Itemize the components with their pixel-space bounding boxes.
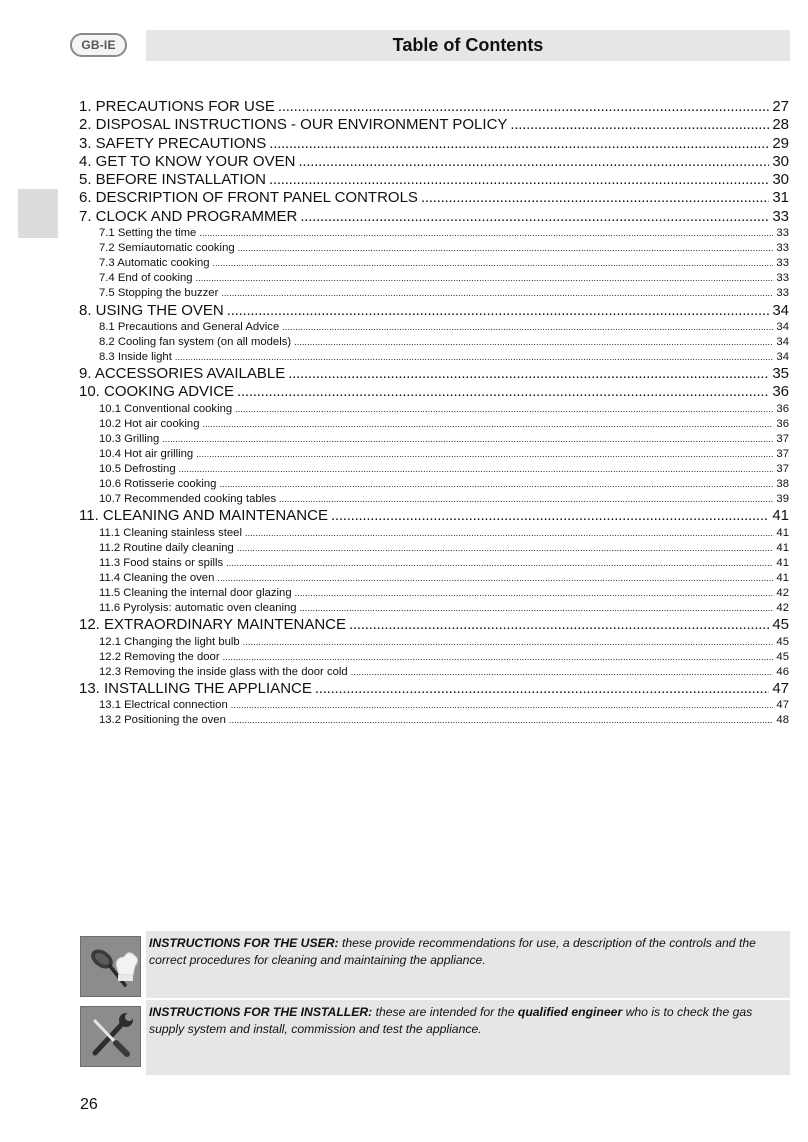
toc-entry-page: 47 — [776, 699, 789, 712]
toc-entry-label: 4. GET TO KNOW YOUR OVEN — [79, 152, 296, 170]
toc-entry-page: 31 — [772, 189, 789, 207]
toc-entry-page: 38 — [776, 478, 789, 491]
toc-entry-label: 5. BEFORE INSTALLATION — [79, 171, 266, 189]
toc-entry-page: 41 — [776, 571, 789, 584]
toc-subsection-row[interactable] — [79, 698, 789, 713]
toc-dot-leader — [243, 635, 774, 650]
toc-entry-label: 8. USING THE OVEN — [79, 301, 224, 319]
toc-dot-leader — [237, 383, 769, 401]
toc-entry-page: 41 — [776, 556, 789, 569]
toc-entry-page: 47 — [772, 679, 789, 697]
toc-entry-page: 33 — [776, 227, 789, 240]
toc-entry-label: 7.3 Automatic cooking — [99, 257, 210, 270]
toc-entry-page: 36 — [772, 383, 789, 401]
toc-subsection-row[interactable] — [79, 417, 789, 432]
toc-entry-page: 30 — [772, 152, 789, 170]
toc-entry-label: 10.7 Recommended cooking tables — [99, 493, 277, 506]
toc-entry-page: 34 — [776, 351, 789, 364]
toc-entry-page: 45 — [772, 616, 789, 634]
toc-entry-page: 48 — [776, 714, 789, 727]
toc-entry-page: 28 — [772, 116, 789, 134]
toc-entry-page: 37 — [776, 463, 789, 476]
toc-section-row[interactable] — [79, 171, 789, 189]
toc-dot-leader — [175, 350, 774, 365]
toc-entry-page: 41 — [776, 526, 789, 539]
toc-subsection-row[interactable] — [79, 241, 789, 256]
toc-subsection-row[interactable] — [79, 665, 789, 680]
page-title-bar — [146, 30, 790, 61]
toc-subsection-row[interactable] — [79, 556, 789, 571]
toc-dot-leader — [510, 116, 769, 134]
toc-section-row[interactable] — [79, 116, 789, 134]
toc-entry-page: 34 — [776, 335, 789, 348]
toc-entry-page: 45 — [776, 635, 789, 648]
toc-section-row[interactable] — [79, 135, 789, 153]
toc-dot-leader — [179, 462, 774, 477]
toc-subsection-row[interactable] — [79, 492, 789, 507]
toc-entry-label: 12.3 Removing the inside glass with the door cold — [99, 665, 348, 678]
toc-entry-label: 9. ACCESSORIES AVAILABLE — [79, 365, 286, 383]
toc-dot-leader — [202, 417, 773, 432]
toc-dot-leader — [351, 665, 774, 680]
toc-entry-label: 11.1 Cleaning stainless steel — [99, 526, 242, 539]
toc-section-row[interactable] — [79, 383, 789, 401]
toc-entry-label: 7. CLOCK AND PROGRAMMER — [79, 207, 298, 225]
toc-entry-page: 34 — [776, 320, 789, 333]
toc-entry-label: 10.5 Defrosting — [99, 463, 176, 476]
page-title: Table of Contents — [392, 35, 544, 55]
toc-entry-label: 7.2 Semiautomatic cooking — [99, 242, 235, 255]
toc-entry-label: 3. SAFETY PRECAUTIONS — [79, 134, 267, 152]
toc-dot-leader — [421, 189, 769, 207]
toc-entry-label: 11.3 Food stains or spills — [99, 556, 224, 569]
toc-entry-label: 10.4 Hot air grilling — [99, 448, 194, 460]
toc-entry-label: 10.1 Conventional cooking — [99, 402, 233, 415]
toc-dot-leader — [196, 447, 773, 462]
toc-dot-leader — [300, 208, 769, 226]
toc-entry-label: 6. DESCRIPTION OF FRONT PANEL CONTROLS — [79, 189, 418, 207]
toc-entry-label: 10.2 Hot air cooking — [99, 417, 200, 430]
toc-section-row[interactable] — [79, 208, 789, 226]
toc-entry-page: 37 — [776, 432, 789, 445]
toc-subsection-row[interactable] — [79, 650, 789, 665]
toc-subsection-row[interactable] — [79, 402, 789, 417]
toc-entry-label: 11. CLEANING AND MAINTENANCE — [79, 507, 328, 525]
toc-subsection-row[interactable] — [79, 226, 789, 241]
toc-entry-label: 12. EXTRAORDINARY MAINTENANCE — [79, 616, 347, 634]
toc-dot-leader — [269, 171, 769, 189]
toc-section-row[interactable] — [79, 680, 789, 698]
toc-subsection-row[interactable] — [79, 286, 789, 301]
toc-subsection-row[interactable] — [79, 462, 789, 477]
toc-entry-page: 46 — [776, 665, 789, 678]
toc-entry-label: 11.6 Pyrolysis: automatic oven cleaning — [99, 602, 297, 615]
toc-subsection-row[interactable] — [79, 432, 789, 447]
note-installer-text-after: who is to check the gas supply system and install, commission and test the appliance. — [149, 1005, 753, 1036]
toc-section-row[interactable] — [79, 616, 789, 634]
toc-entry-page: 34 — [772, 301, 789, 319]
toc-entry-page: 39 — [776, 493, 789, 506]
toc-entry-page: 45 — [776, 650, 789, 663]
toc-dot-leader — [196, 271, 774, 286]
spoon-chef-hat-icon — [80, 936, 141, 997]
toc-entry-page: 37 — [776, 448, 789, 460]
toc-entry-label: 8.3 Inside light — [99, 351, 172, 364]
toc-dot-leader — [282, 320, 773, 335]
toc-dot-leader — [269, 135, 769, 153]
toc-entry-page: 27 — [772, 98, 789, 115]
toc-entry-label: 8.2 Cooling fan system (on all models) — [99, 335, 292, 348]
side-tab-marker — [18, 189, 58, 238]
toc-dot-leader — [221, 286, 773, 301]
toc-subsection-row[interactable] — [79, 571, 789, 586]
toc-entry-label: 11.2 Routine daily cleaning — [99, 541, 234, 554]
note-user-heading: INSTRUCTIONS FOR THE USER: — [149, 936, 339, 950]
toc-entry-label: 10.6 Rotisserie cooking — [99, 478, 217, 491]
toc-entry-page: 33 — [776, 257, 789, 270]
toc-dot-leader — [294, 335, 773, 350]
toc-entry-page: 41 — [776, 541, 789, 554]
toc-entry-label: 11.5 Cleaning the internal door glazing — [99, 587, 292, 600]
toc-subsection-row[interactable] — [79, 271, 789, 286]
note-installer-emphasis: qualified engineer — [517, 1005, 623, 1019]
toc-section-row[interactable] — [79, 507, 789, 525]
toc-subsection-row[interactable] — [79, 350, 789, 365]
toc-dot-leader — [295, 586, 774, 601]
toc-subsection-row[interactable] — [79, 477, 789, 492]
wrench-screwdriver-icon — [80, 1006, 141, 1067]
toc-entry-page: 42 — [776, 602, 789, 615]
toc-entry-page: 33 — [776, 272, 789, 285]
table-of-contents — [79, 98, 789, 728]
toc-entry-label: 10.3 Grilling — [99, 432, 160, 445]
toc-entry-page: 29 — [772, 134, 789, 152]
toc-dot-leader — [331, 507, 769, 525]
toc-dot-leader — [213, 256, 774, 271]
toc-entry-label: 7.4 End of cooking — [99, 272, 193, 285]
toc-entry-page: 33 — [772, 207, 789, 225]
toc-dot-leader — [315, 680, 769, 698]
toc-section-row[interactable] — [79, 189, 789, 207]
toc-subsection-row[interactable] — [79, 586, 789, 601]
toc-dot-leader — [199, 226, 773, 241]
toc-dot-leader — [219, 477, 773, 492]
toc-subsection-row[interactable] — [79, 635, 789, 650]
toc-subsection-row[interactable] — [79, 541, 789, 556]
toc-dot-leader — [226, 556, 773, 571]
toc-entry-page: 36 — [776, 417, 789, 430]
toc-subsection-row[interactable] — [79, 601, 789, 616]
toc-dot-leader — [298, 153, 769, 171]
toc-dot-leader — [238, 241, 774, 256]
toc-entry-label: 12.2 Removing the door — [99, 650, 220, 663]
toc-dot-leader — [237, 541, 774, 556]
toc-entry-page: 33 — [776, 287, 789, 300]
toc-section-row[interactable] — [79, 98, 789, 116]
toc-dot-leader — [278, 98, 769, 116]
toc-dot-leader — [223, 650, 774, 665]
toc-dot-leader — [349, 616, 769, 634]
toc-entry-page: 35 — [772, 365, 789, 383]
toc-entry-page: 41 — [772, 507, 789, 525]
toc-entry-label: 11.4 Cleaning the oven — [99, 571, 215, 584]
toc-entry-page: 30 — [772, 171, 789, 189]
toc-entry-label: 13.2 Positioning the oven — [99, 714, 226, 727]
toc-dot-leader — [245, 526, 773, 541]
note-installer-instructions — [146, 1000, 790, 1075]
toc-entry-label: 10. COOKING ADVICE — [79, 383, 235, 401]
toc-entry-page: 36 — [776, 402, 789, 415]
toc-entry-label: 13. INSTALLING THE APPLIANCE — [79, 679, 312, 697]
toc-dot-leader — [227, 302, 770, 320]
toc-entry-label: 13.1 Electrical connection — [99, 699, 228, 712]
toc-entry-page: 42 — [776, 587, 789, 600]
page-number: 26 — [80, 1096, 98, 1113]
note-installer-heading: INSTRUCTIONS FOR THE INSTALLER: — [149, 1005, 373, 1019]
note-user-instructions — [146, 931, 790, 998]
toc-subsection-row[interactable] — [79, 320, 789, 335]
toc-dot-leader — [229, 713, 774, 728]
toc-dot-leader — [288, 365, 769, 383]
toc-dot-leader — [279, 492, 773, 507]
toc-dot-leader — [300, 601, 774, 616]
toc-dot-leader — [162, 432, 773, 447]
toc-subsection-row[interactable] — [79, 256, 789, 271]
toc-subsection-row[interactable] — [79, 447, 789, 462]
toc-entry-page: 33 — [776, 242, 789, 255]
region-badge: GB-IE — [70, 33, 127, 57]
toc-section-row[interactable] — [79, 365, 789, 383]
note-user-text: these provide recommendations for use, a description of the controls and the correct procedures for cleaning and maintaining the appliance. — [149, 936, 756, 967]
toc-subsection-row[interactable] — [79, 713, 789, 728]
toc-dot-leader — [217, 571, 773, 586]
toc-dot-leader — [231, 698, 774, 713]
note-installer-text-before: these are intended for the — [372, 1005, 518, 1019]
toc-entry-label: 8.1 Precautions and General Advice — [99, 320, 280, 333]
toc-subsection-row[interactable] — [79, 335, 789, 350]
toc-section-row[interactable] — [79, 302, 789, 320]
toc-entry-label: 7.5 Stopping the buzzer — [99, 287, 219, 300]
toc-subsection-row[interactable] — [79, 526, 789, 541]
toc-entry-label: 7.1 Setting the time — [99, 227, 197, 240]
toc-entry-label: 12.1 Changing the light bulb — [99, 635, 240, 648]
toc-section-row[interactable] — [79, 153, 789, 171]
toc-entry-label: 1. PRECAUTIONS FOR USE — [79, 98, 275, 115]
toc-dot-leader — [235, 402, 773, 417]
toc-entry-label: 2. DISPOSAL INSTRUCTIONS - OUR ENVIRONMENT POLICY — [79, 116, 508, 134]
